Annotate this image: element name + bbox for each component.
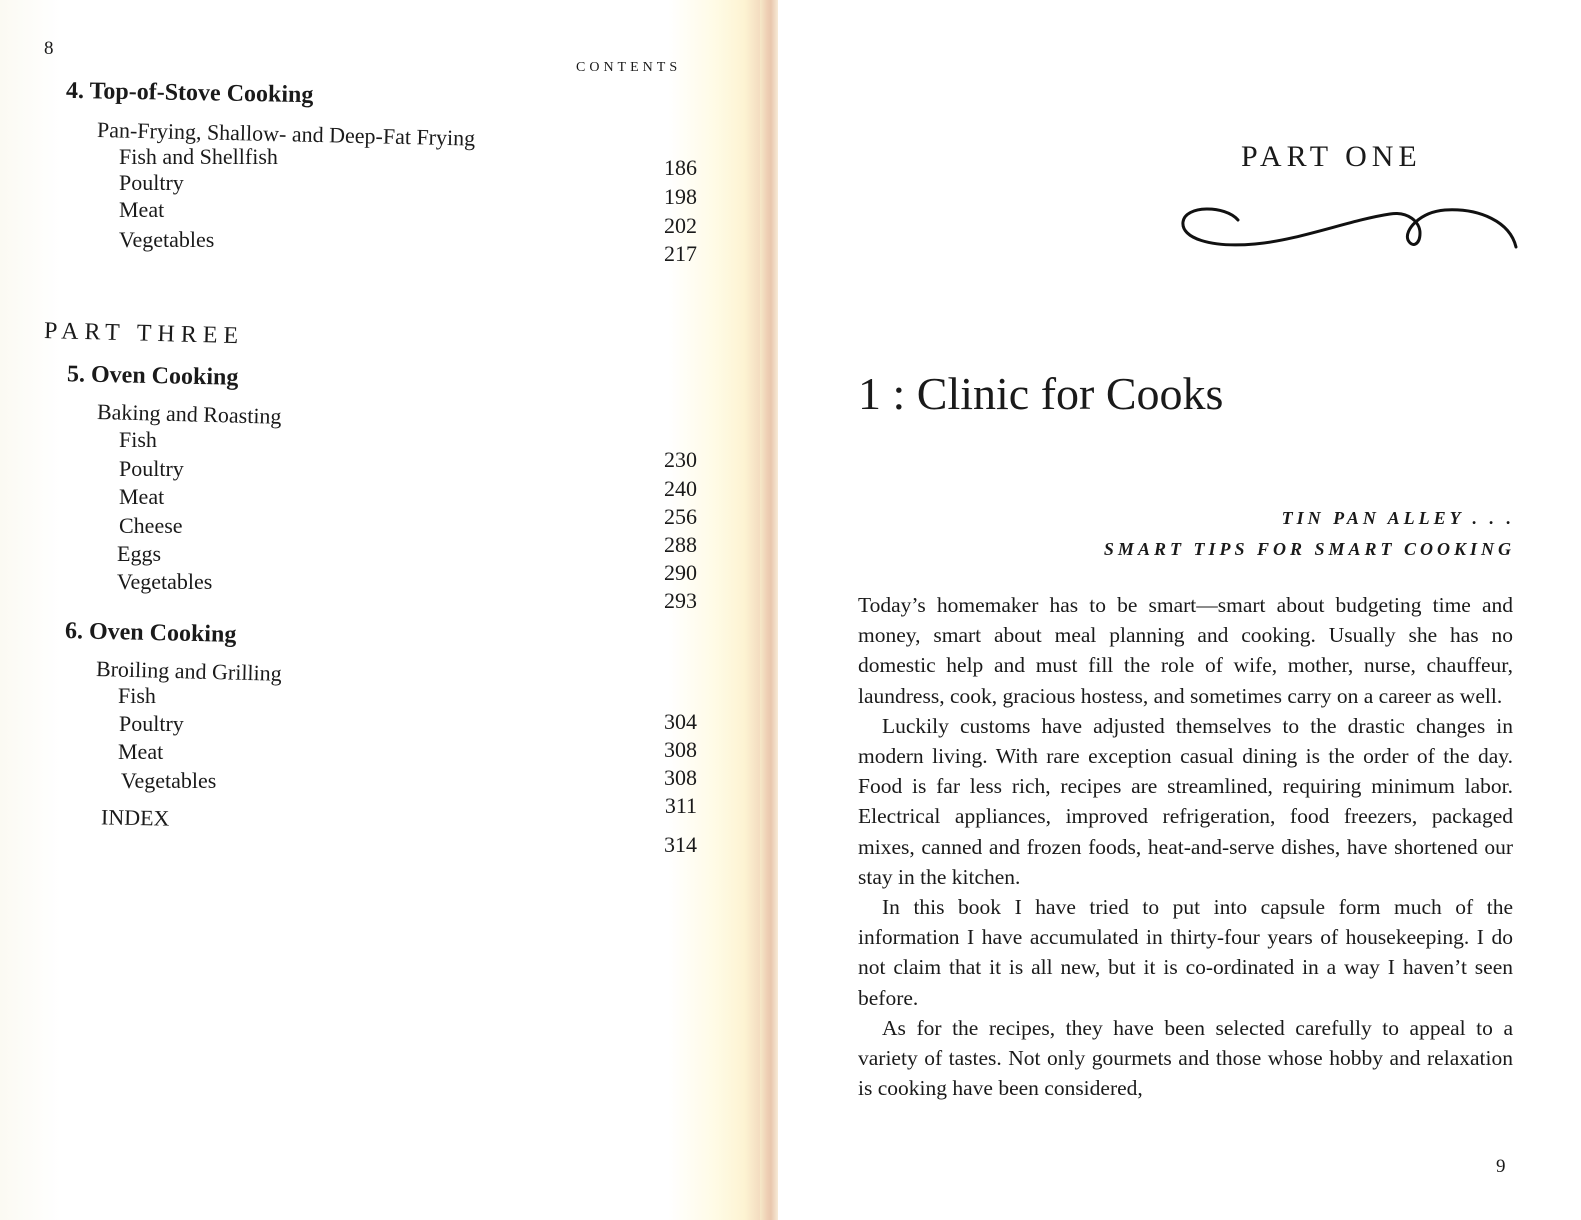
- paragraph: Luckily customs have adjusted themselves to the drastic changes in modern living. With rare exception casual dining is the order of the day. Food is far less rich, recipes are streamlined, requiring minimum labor. Electrical appliances, improved refrigeration, food freezers, packaged mixes, canned and frozen foods, heat-and-serve dishes, have shortened our stay in the kitchen.: [858, 713, 1513, 889]
- toc-item[interactable]: Vegetables: [119, 227, 215, 252]
- toc-item[interactable]: Cheese: [119, 513, 183, 538]
- toc-page-number: 311: [664, 793, 697, 818]
- toc-section-broiling[interactable]: Broiling and Grilling: [95, 656, 283, 686]
- toc-chapter-5-title[interactable]: 5. Oven Cooking: [66, 361, 239, 391]
- paragraph: In this book I have tried to put into capsule form much of the information I have accumulated in thirty-four years of housekeeping. I do not claim that it is all new, but it is co-ordinated in a way I haven’t seen before.: [858, 895, 1513, 1010]
- book-gutter: [760, 0, 778, 1220]
- toc-item[interactable]: Fish and Shellfish: [119, 144, 278, 169]
- toc-item[interactable]: Meat: [118, 739, 164, 764]
- flourish-ornament-icon: [1180, 200, 1520, 260]
- toc-chapter-4-title[interactable]: 4. Top-of-Stove Cooking: [65, 77, 314, 109]
- page-number-left: 8: [44, 38, 54, 59]
- toc-page-number: 308: [664, 765, 697, 790]
- toc-section-frying[interactable]: Pan-Frying, Shallow- and Deep-Fat Frying: [96, 117, 476, 151]
- toc-page-number: 314: [664, 832, 697, 857]
- toc-item[interactable]: Eggs: [117, 541, 161, 566]
- toc-chapter-6-title[interactable]: 6. Oven Cooking: [64, 618, 237, 648]
- toc-section-baking[interactable]: Baking and Roasting: [96, 399, 282, 429]
- chapter-title: 1 : Clinic for Cooks: [858, 368, 1224, 419]
- toc-item[interactable]: Fish: [118, 683, 156, 708]
- toc-page-number: 202: [664, 213, 697, 238]
- running-head: CONTENTS: [576, 60, 682, 75]
- toc-page-number: 198: [664, 184, 697, 209]
- toc-item[interactable]: Meat: [119, 484, 165, 509]
- part-one-heading: PART ONE: [1241, 140, 1422, 173]
- toc-page-number: 186: [664, 155, 697, 180]
- toc-item[interactable]: Fish: [119, 427, 157, 452]
- page-number-right: 9: [1496, 1156, 1506, 1177]
- toc-page-number: 290: [664, 560, 697, 585]
- toc-index-label[interactable]: INDEX: [100, 804, 170, 831]
- part-three-heading: PART THREE: [43, 318, 245, 350]
- toc-item[interactable]: Poultry: [119, 456, 184, 481]
- toc-page-number: 293: [664, 588, 697, 613]
- toc-page-number: 308: [664, 737, 697, 762]
- paragraph: Today’s homemaker has to be smart—smart about budgeting time and money, smart about meal planning and cooking. Usually she has no domestic help and must fill the role of wife, mother, nurse, chauffeur, laundress, cook, gracious hostess, and sometimes carry on a career as well.: [858, 593, 1513, 708]
- toc-page-number: 304: [664, 709, 697, 734]
- body-text: [858, 590, 1513, 1103]
- section-subhead-1: TIN PAN ALLEY . . .: [1281, 508, 1515, 528]
- toc-item[interactable]: Vegetables: [117, 569, 213, 594]
- toc-page-number: 240: [664, 476, 697, 501]
- toc-page-number: 256: [664, 504, 697, 529]
- toc-page-number: 217: [664, 241, 697, 266]
- toc-item[interactable]: Poultry: [119, 711, 184, 736]
- paragraph: As for the recipes, they have been selected carefully to appeal to a variety of tastes. Not only gourmets and those whose hobby and relaxation is cooking have been considered,: [858, 1015, 1513, 1101]
- toc-item[interactable]: Poultry: [119, 170, 184, 195]
- toc-item[interactable]: Vegetables: [121, 768, 217, 793]
- section-subhead-2: SMART TIPS FOR SMART COOKING: [1103, 539, 1515, 559]
- toc-item[interactable]: Meat: [119, 197, 165, 222]
- toc-page-number: 230: [664, 447, 697, 472]
- toc-page-number: 288: [664, 532, 697, 557]
